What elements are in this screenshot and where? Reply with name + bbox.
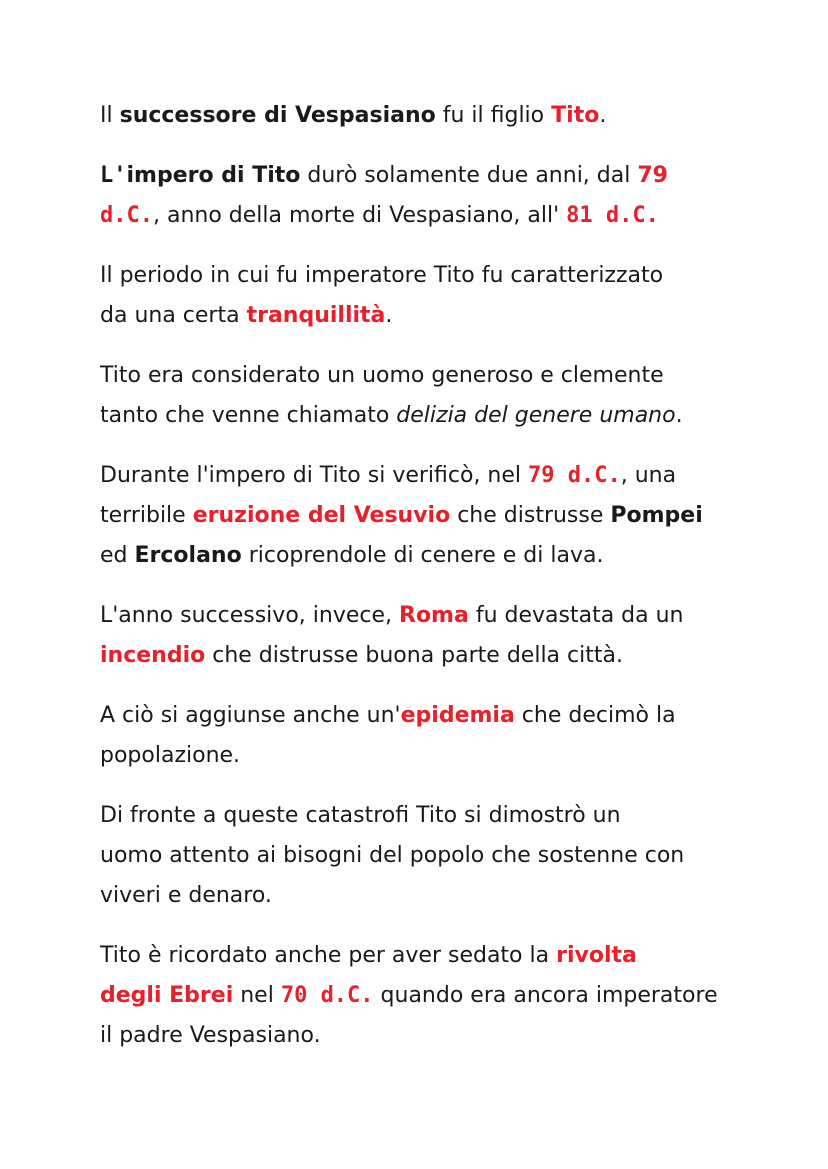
text-run: tanto che venne chiamato <box>100 403 397 428</box>
paragraph-line <box>100 836 760 876</box>
paragraph-line <box>100 356 760 396</box>
bold-term: successore di Vespasiano <box>119 103 436 128</box>
paragraph-line <box>100 196 760 236</box>
paragraph-line <box>100 736 760 776</box>
paragraph-line <box>100 496 760 536</box>
highlight-date: 70 d.C. <box>280 983 374 1008</box>
bold-term: Pompei <box>610 503 703 528</box>
text-run: , anno della morte di Vespasiano, all' <box>152 203 567 228</box>
paragraph-7 <box>100 696 760 776</box>
text-run: Il periodo in cui fu imperatore Tito fu caratterizzato <box>100 263 664 288</box>
text-run: ricoprendole di cenere e di lava. <box>241 543 604 568</box>
paragraph-line <box>100 796 760 836</box>
paragraph-line <box>100 976 760 1016</box>
paragraph-line <box>100 296 760 336</box>
text-run: , una <box>620 463 677 488</box>
paragraph-line <box>100 96 760 136</box>
highlight-term: incendio <box>100 643 206 668</box>
bold-term: impero di Tito <box>126 163 301 188</box>
paragraph-4 <box>100 356 760 436</box>
paragraph-line <box>100 456 760 496</box>
highlight-term: eruzione del Vesuvio <box>192 503 451 528</box>
text-run: fu devastata da un <box>468 603 684 628</box>
bold-term: Ercolano <box>134 543 242 568</box>
paragraph-line <box>100 696 760 736</box>
paragraph-9 <box>100 936 760 1056</box>
text-run: popolazione. <box>100 743 241 768</box>
paragraph-line <box>100 596 760 636</box>
text-run: durò solamente due anni, dal <box>300 163 638 188</box>
text-run: ed <box>100 543 135 568</box>
paragraph-line <box>100 876 760 916</box>
document-page <box>100 96 760 1076</box>
paragraph-3 <box>100 256 760 336</box>
highlight-term: degli Ebrei <box>100 983 234 1008</box>
text-run: Durante l'impero di Tito si verificò, nel <box>100 463 529 488</box>
highlight-term: Tito <box>551 103 600 128</box>
text-run: il padre Vespasiano. <box>100 1023 321 1048</box>
text-run: . <box>599 103 607 128</box>
highlight-date: 81 d.C. <box>566 203 659 228</box>
text-run: . <box>385 303 393 328</box>
highlight-date: 79 <box>637 163 668 188</box>
highlight-date: d.C. <box>100 203 153 228</box>
text-run: che distrusse buona parte della città. <box>205 643 623 668</box>
paragraph-8 <box>100 796 760 916</box>
text-run: che distrusse <box>450 503 611 528</box>
italic-phrase: delizia del genere umano <box>396 403 676 428</box>
paragraph-line <box>100 1016 760 1056</box>
paragraph-6 <box>100 596 760 676</box>
text-run: quando era ancora imperatore <box>373 983 718 1008</box>
highlight-term: Roma <box>399 603 469 628</box>
highlight-term: epidemia <box>400 703 515 728</box>
text-run: viveri e denaro. <box>100 883 272 908</box>
text-run: Tito era considerato un uomo generoso e clemente <box>100 363 664 388</box>
paragraph-line <box>100 396 760 436</box>
text-run: Tito è ricordato anche per aver sedato la <box>100 943 557 968</box>
text-run: uomo attento ai bisogni del popolo che sostenne con <box>100 843 685 868</box>
paragraph-5 <box>100 456 760 576</box>
text-run: Di fronte a queste catastrofi Tito si dimostrò un <box>100 803 621 828</box>
paragraph-line <box>100 936 760 976</box>
text-run: L' <box>100 163 127 188</box>
paragraph-1 <box>100 96 760 136</box>
paragraph-line <box>100 256 760 296</box>
paragraph-2 <box>100 156 760 236</box>
text-run: fu il figlio <box>435 103 552 128</box>
text-run: L'anno successivo, invece, <box>100 603 399 628</box>
paragraph-line <box>100 156 760 196</box>
highlight-term: tranquillità <box>246 303 386 328</box>
text-run: nel <box>233 983 281 1008</box>
text-run: Il <box>100 103 120 128</box>
text-run: A ciò si aggiunse anche un' <box>100 703 401 728</box>
text-run: da una certa <box>100 303 247 328</box>
text-run: terribile <box>100 503 193 528</box>
text-run: che decimò la <box>514 703 676 728</box>
text-run: . <box>675 403 683 428</box>
highlight-date: 79 d.C. <box>528 463 621 488</box>
paragraph-line <box>100 636 760 676</box>
paragraph-line <box>100 536 760 576</box>
highlight-term: rivolta <box>556 943 637 968</box>
